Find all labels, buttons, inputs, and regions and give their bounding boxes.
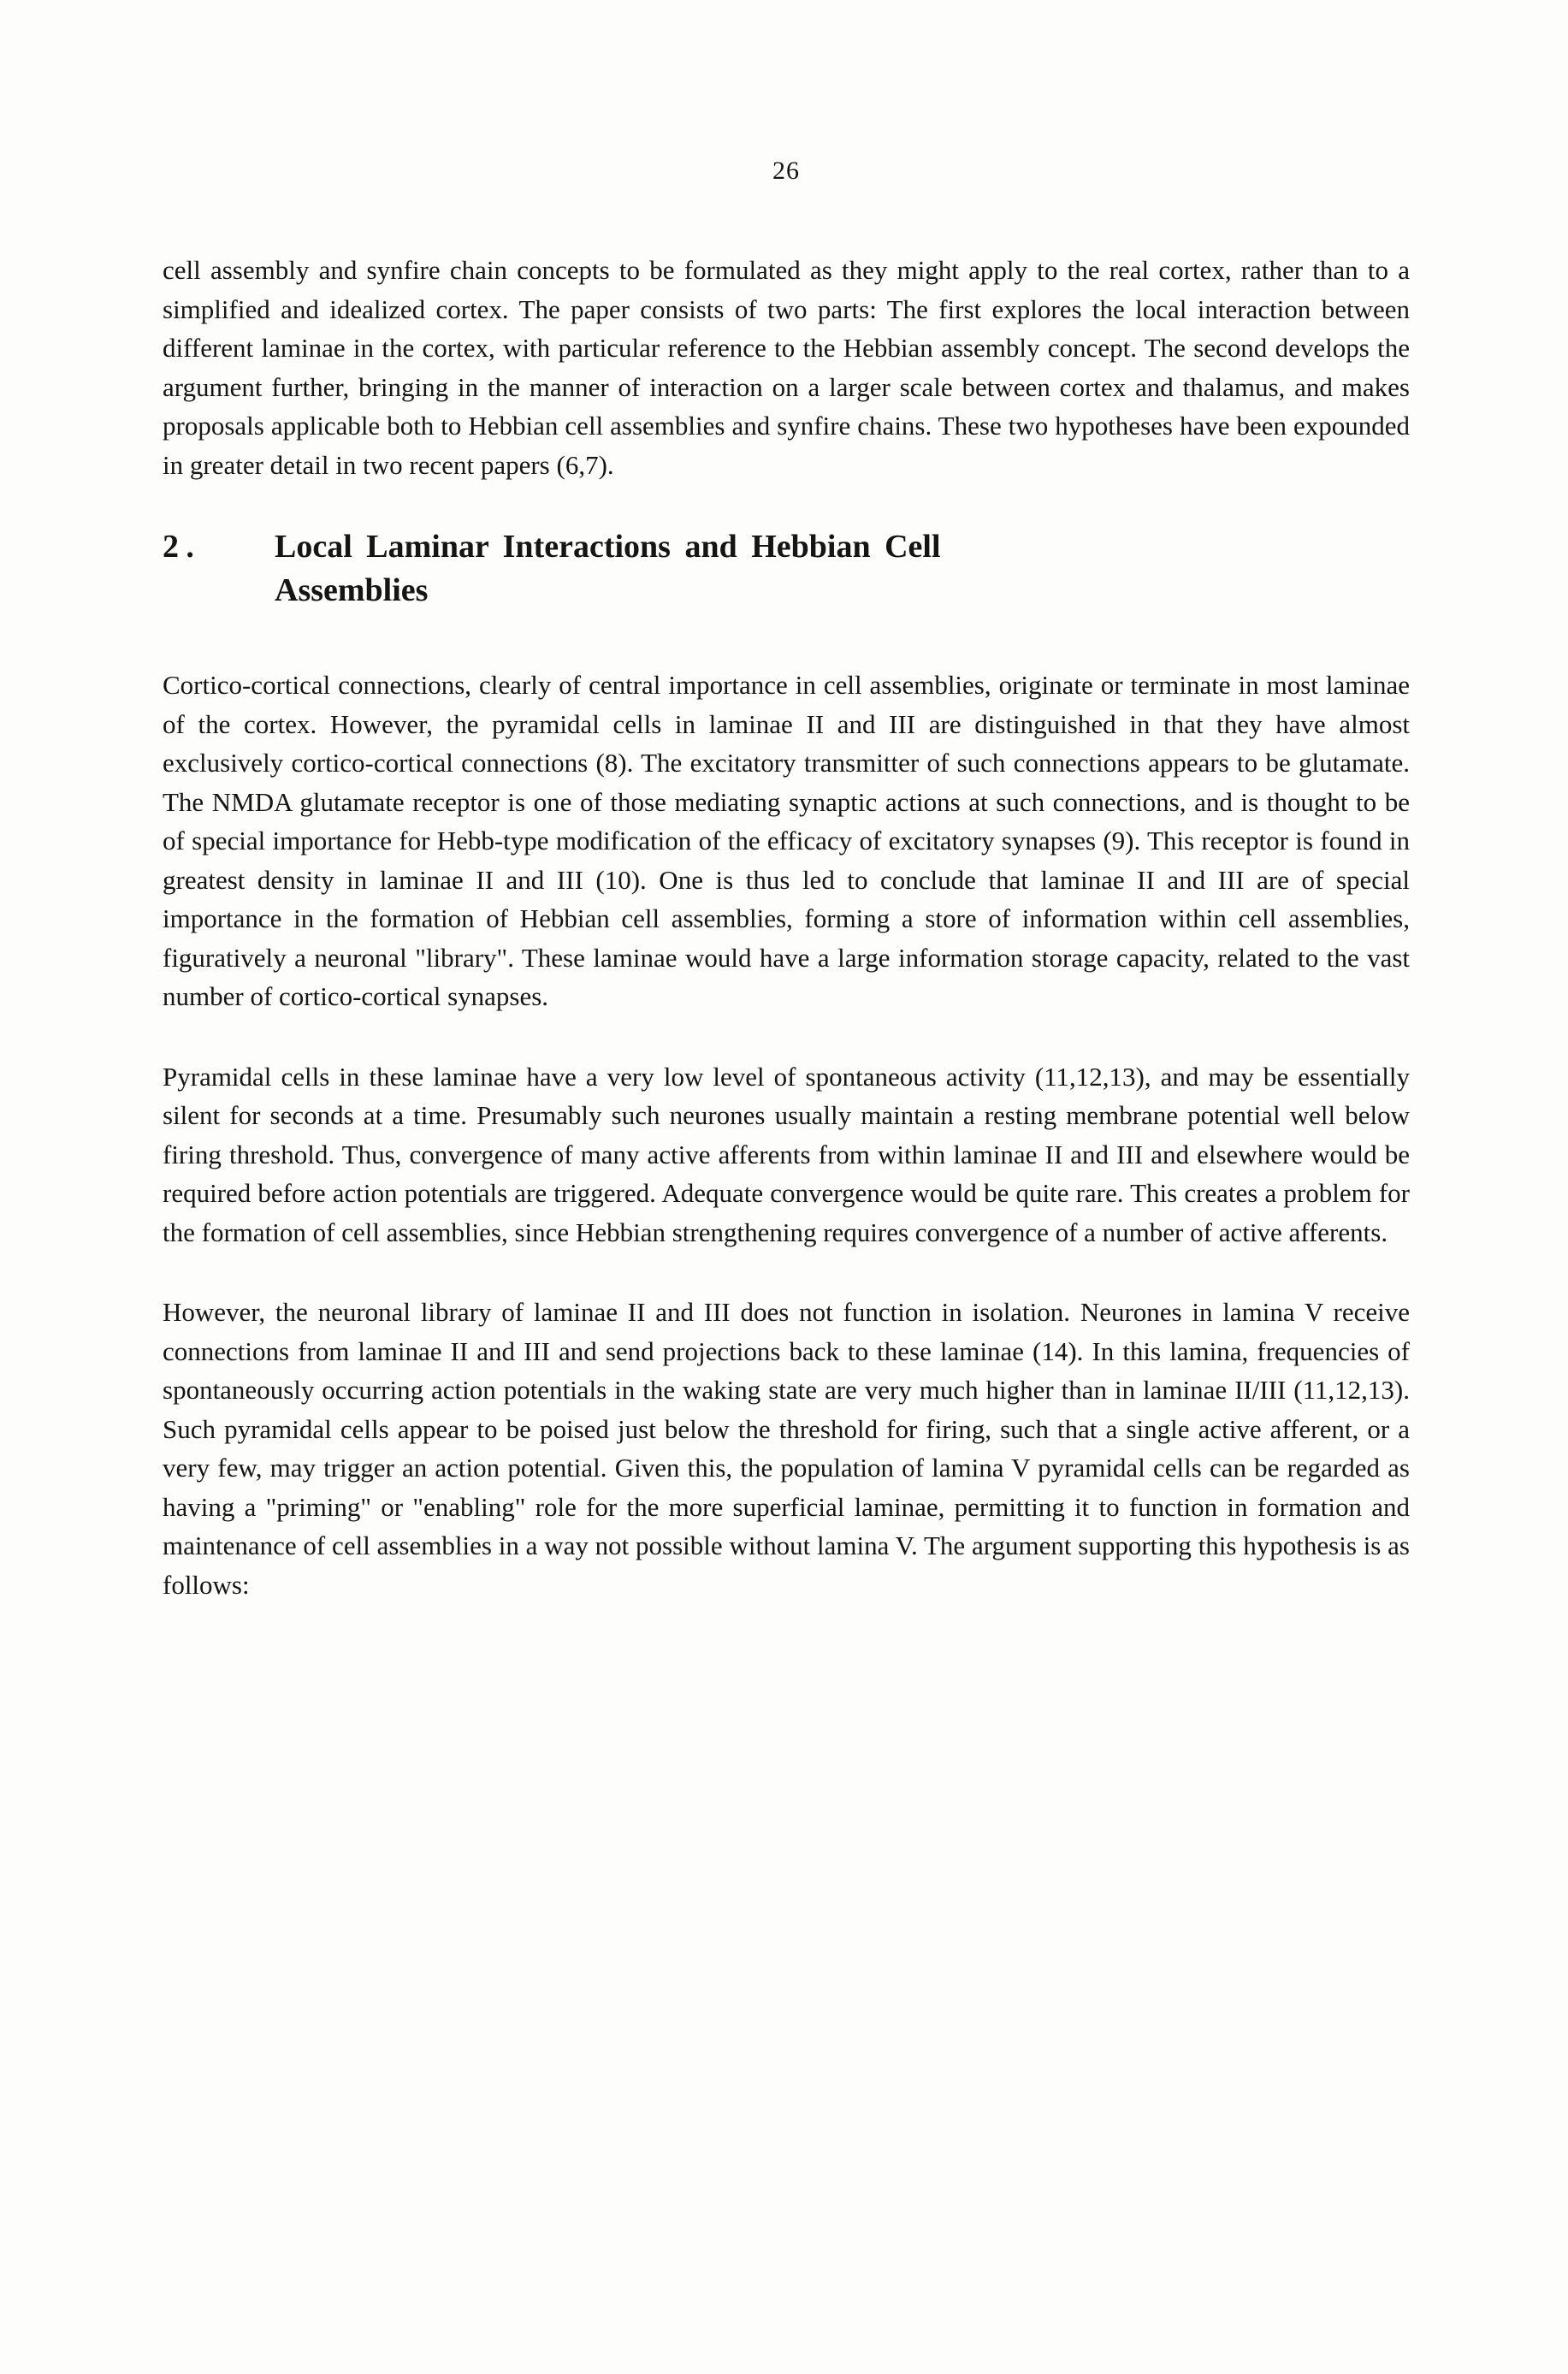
intro-paragraph: cell assembly and synfire chain concepts to be formulated as they might apply to the real cortex, rather than to a simplified and idealized cortex. The paper consists of two parts: The first explores the local interaction between different laminae in the cortex, with particular reference to the Hebbian assembly concept. The second develops the argument further, bringing in the manner of interaction on a larger scale between cortex and thalamus, and makes proposals applicable both to Hebbian cell assemblies and synfire chains. These two hypotheses have been expounded in greater detail in two recent papers (6,7). [163,255,1410,480]
section-number: 2. [163,529,202,565]
section-title [275,525,1410,613]
section-heading [163,525,1410,613]
section-title-line-1: Local Laminar Interactions and Hebbian Cell [275,529,941,565]
paragraph-pyramidal-cells: Pyramidal cells in these laminae have a very low level of spontaneous activity (11,12,13), and may be essentially silent for seconds at a time. Presumably such neurones usually maintain a resting membrane potential well below firing threshold. Thus, convergence of many active afferents from within laminae II and III and elsewhere would be required before action potentials are triggered. Adequate convergence would be quite rare. This creates a problem for the formation of cell assemblies, since Hebbian strengthening requires convergence of a number of active afferents. [163,1061,1410,1247]
section-title-line-2: Assemblies [275,572,429,608]
page-number: 26 [772,157,800,185]
paragraph-cortico-cortical: Cortico-cortical connections, clearly of central importance in cell assemblies, originate or terminate in most laminae of the cortex. However, the pyramidal cells in laminae II and III are distinguished in that they have almost exclusively cortico-cortical connections (8). The excitatory transmitter of such connections appears to be glutamate. The NMDA glutamate receptor is one of those mediating synaptic actions at such connections, and is thought to be of special importance for Hebb-type modification of the efficacy of excitatory synapses (9). This receptor is found in greatest density in laminae II and III (10). One is thus led to conclude that laminae II and III are of special importance in the formation of Hebbian cell assemblies, forming a store of information within cell assemblies, figuratively a neuronal "library". These laminae would have a large information storage capacity, related to the vast number of cortico-cortical synapses. [163,670,1410,1011]
paragraph-neuronal-library: However, the neuronal library of laminae II and III does not function in isolation. Neurones in lamina V receive connections from laminae II and III and send projections back to these laminae (14). In this lamina, frequencies of spontaneously occurring action potentials in the waking state are very much higher than in laminae II/III (11,12,13). Such pyramidal cells appear to be poised just below the threshold for firing, such that a single active afferent, or a very few, may trigger an action potential. Given this, the population of lamina V pyramidal cells can be regarded as having a "priming" or "enabling" role for the more superficial laminae, permitting it to function in formation and maintenance of cell assemblies in a way not possible without lamina V. The argument supporting this hypothesis is as follows: [163,1297,1410,1600]
